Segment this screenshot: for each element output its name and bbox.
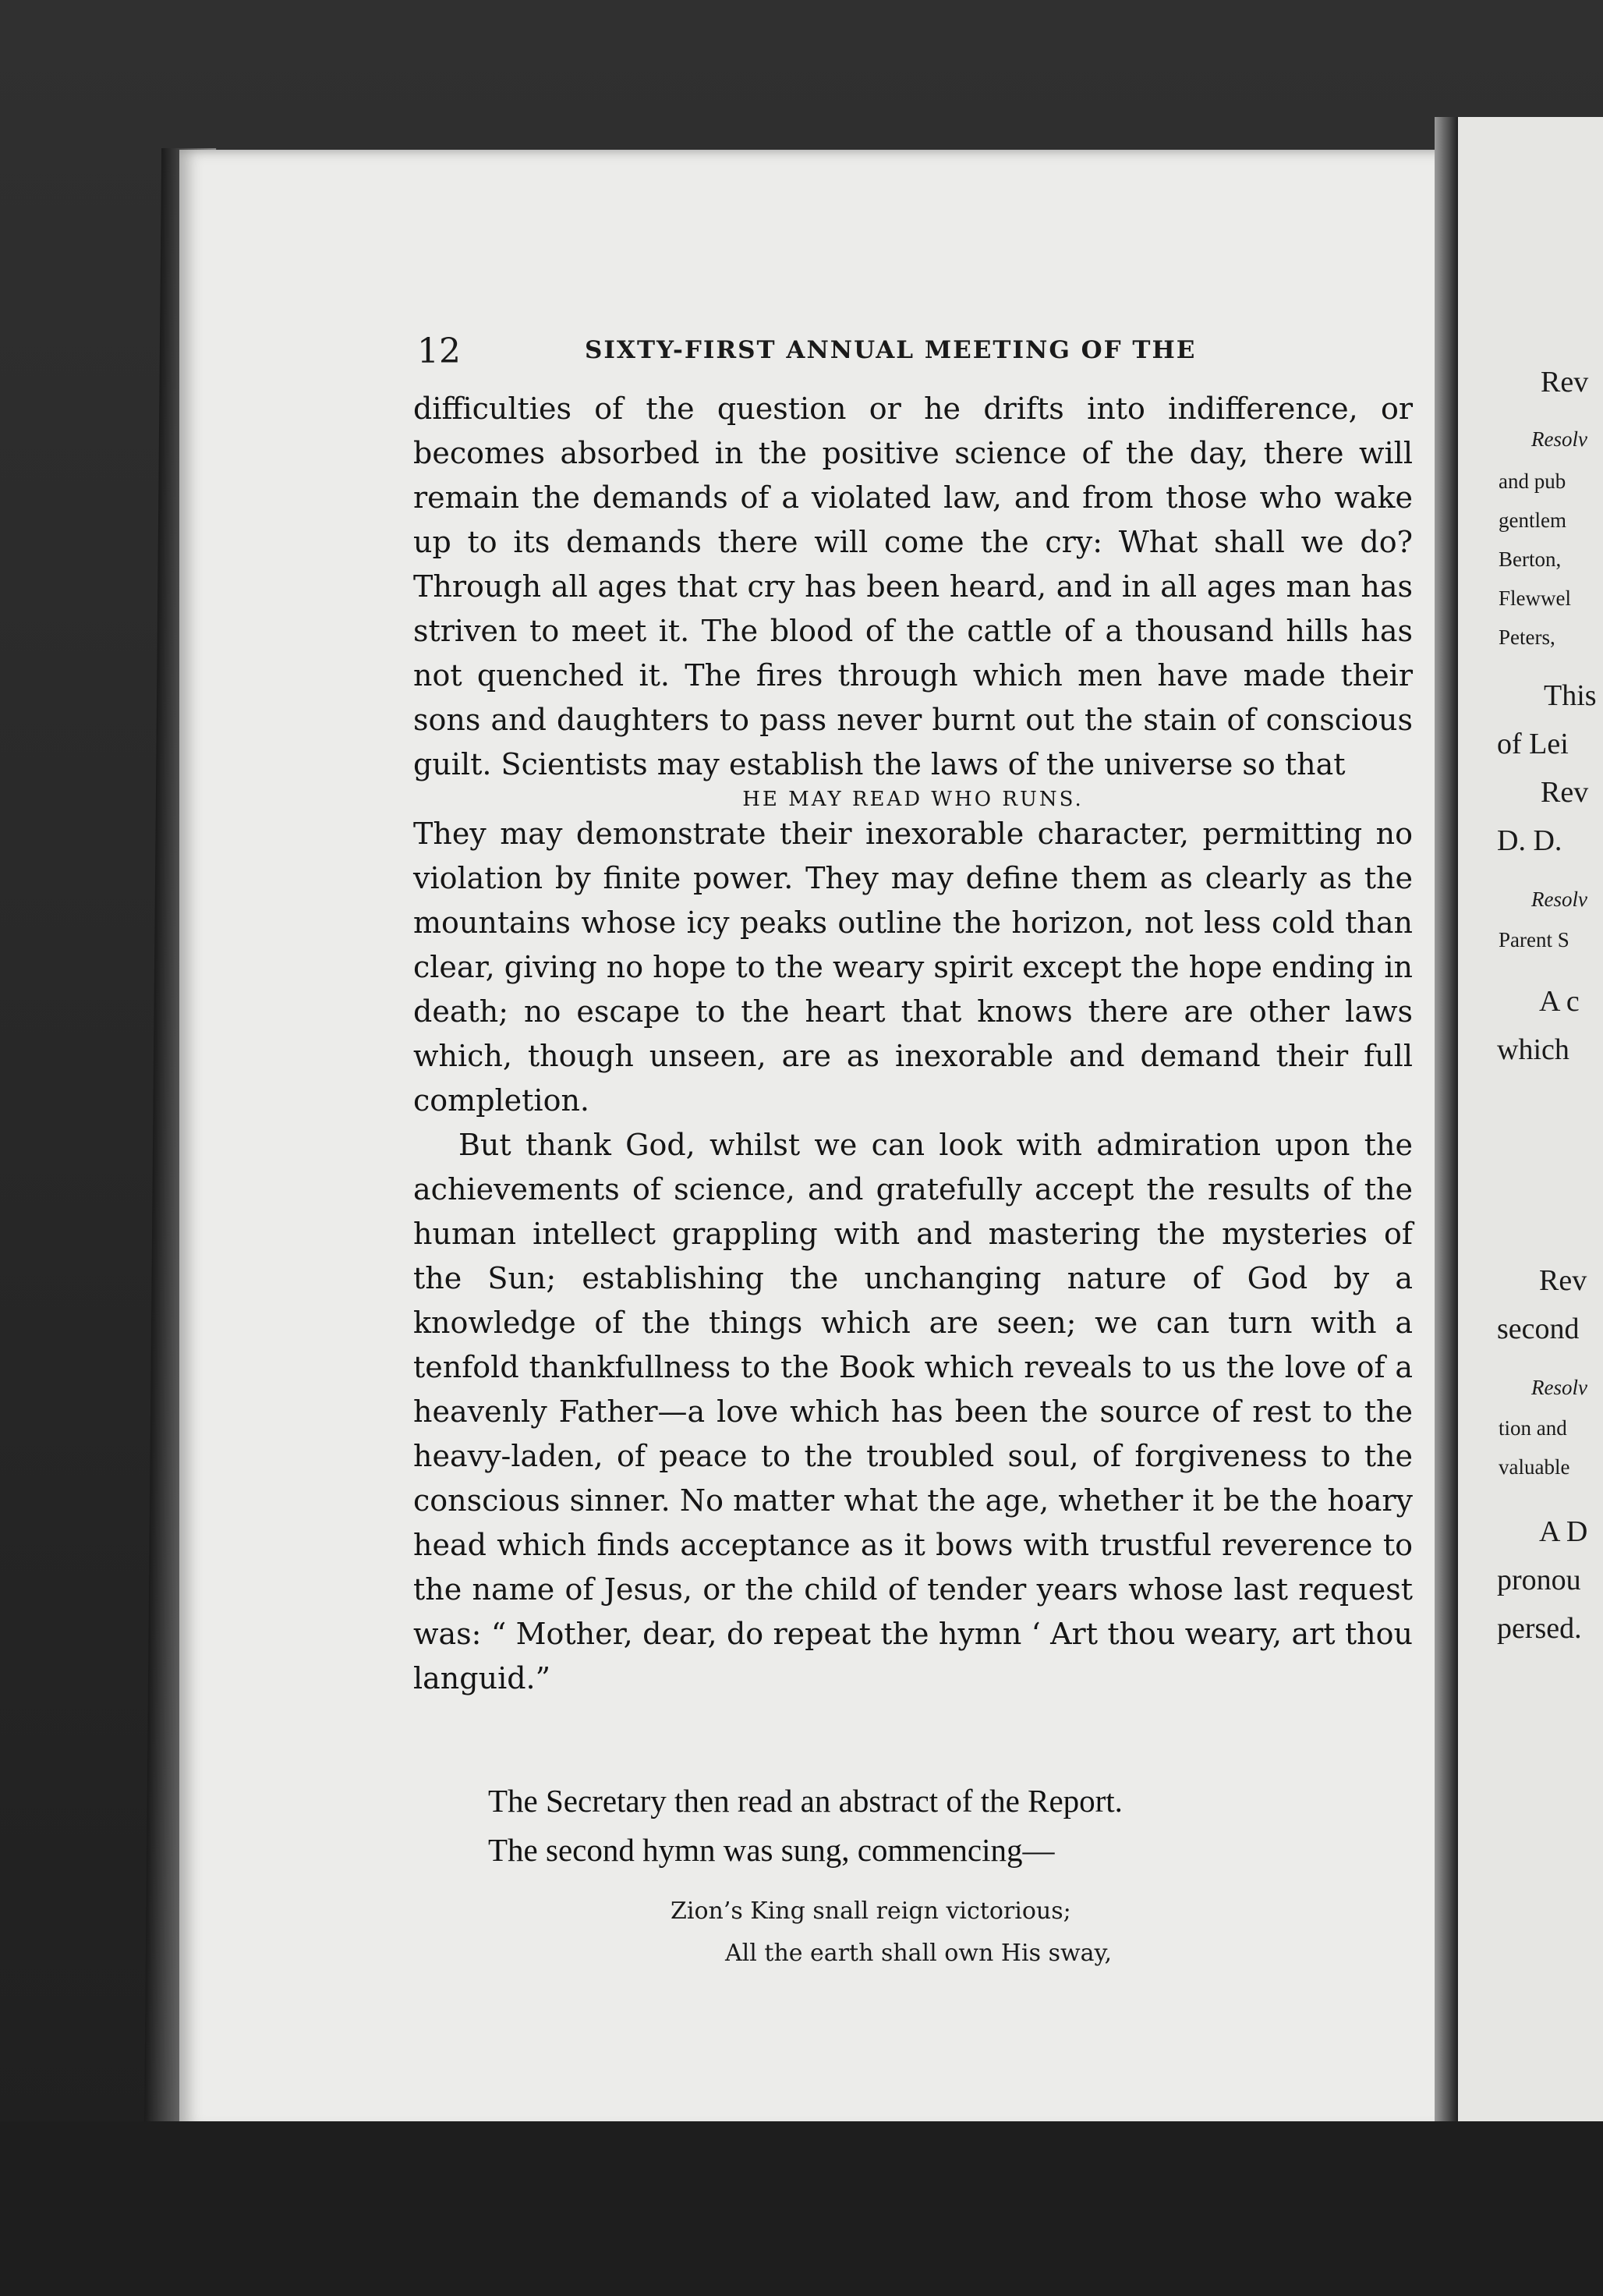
scan-bottom-shadow — [0, 2121, 1603, 2296]
right-page-fragment: Rev — [1539, 1264, 1587, 1297]
right-page-fragment: This — [1544, 679, 1597, 712]
right-page-fragment: persed. — [1497, 1612, 1582, 1645]
right-page-fragment: A c — [1539, 985, 1580, 1018]
right-page-fragment: Resolv — [1531, 1376, 1587, 1399]
body-text — [413, 387, 1413, 1701]
page-header — [417, 331, 1431, 378]
right-page-fragment: Berton, — [1499, 547, 1562, 571]
right-page-fragment: Rev — [1541, 776, 1589, 809]
right-page-fragment: gentlem — [1499, 508, 1566, 532]
paragraph: But thank God, whilst we can look with admiration upon the achievements of science, and gratefully accept the results of the human intellect grappling with and mastering the mysteries of the Sun; establishing the unchanging nature of God by a knowledge of the things which are seen; we can turn with a tenfold thankfullness to the Book which reveals to us the love of a heavenly Father—a love which has been the source of rest to the heavy-laden, of peace to the troubled soul, of forgiveness to the conscious sinner. No matter what the age, whether it be the hoary head which finds acceptance as it bows with trustful reverence to the name of Jesus, or the child of tender years whose last request was: “ Mother, dear, do repeat the hymn ‘ Art thou weary, art thou languid.” — [413, 1128, 1413, 1695]
right-page-fragment: Resolv — [1531, 427, 1587, 451]
right-page-fragment: A D — [1539, 1515, 1588, 1548]
right-page-fragment: Peters, — [1499, 625, 1555, 649]
meeting-minutes — [443, 1777, 1410, 1875]
right-page-fragment: which — [1497, 1033, 1569, 1066]
right-page-fragment: tion and — [1499, 1416, 1567, 1440]
page-gutter — [1435, 117, 1458, 2152]
page-number: 12 — [417, 331, 461, 371]
right-page-fragment: Rev — [1541, 366, 1589, 399]
minutes-line: The Secretary then read an abstract of the Report. — [488, 1783, 1123, 1819]
hymn-verse — [671, 1890, 1294, 1975]
right-page-fragment: Resolv — [1531, 888, 1587, 911]
right-page — [1458, 117, 1603, 2160]
right-page-fragment: valuable — [1499, 1455, 1570, 1479]
right-page-fragment: pronou — [1497, 1564, 1581, 1596]
right-page-fragment: Flewwel — [1499, 586, 1571, 610]
paragraph: difficulties of the question or he drifts into indifference, or becomes absorbed in the positive science of the day, there will remain the demands of a violated law, and from those who wake up to its demands there will come the cry: What shall we do? Through all ages that cry has been heard, and in all ages man has striven to meet it. The blood of the cattle of a thousand hills has not quenched it. The fires through which men have made their sons and daughters to pass never burnt out the stain of conscious guilt. Scientists may establish the laws of the universe so that — [413, 392, 1413, 781]
minutes-line: The second hymn was sung, commencing— — [488, 1832, 1055, 1868]
hymn-line: Zion’s King snall reign victorious; — [671, 1897, 1071, 1925]
right-page-fragment: D. D. — [1497, 824, 1562, 857]
running-head: SIXTY-FIRST ANNUAL MEETING OF THE — [585, 336, 1197, 364]
hymn-line: All the earth shall own His sway, — [725, 1940, 1113, 1967]
right-page-fragment: second — [1497, 1313, 1580, 1345]
paragraph: They may demonstrate their inexorable character, permitting no violation by finite power. They may define them as clearly as the mountains whose icy peaks outline the horizon, not less cold than clear, giving no hope to the weary spirit except the hope ending in death; no escape to the heart that knows there are other laws which, though unseen, are as inexorable and demand their full completion. — [413, 817, 1413, 1118]
right-page-fragment: Parent S — [1499, 928, 1569, 951]
right-page-fragment: and pub — [1499, 469, 1566, 493]
section-heading: HE MAY READ WHO RUNS. — [742, 788, 1084, 811]
right-page-fragment: of Lei — [1497, 728, 1569, 760]
